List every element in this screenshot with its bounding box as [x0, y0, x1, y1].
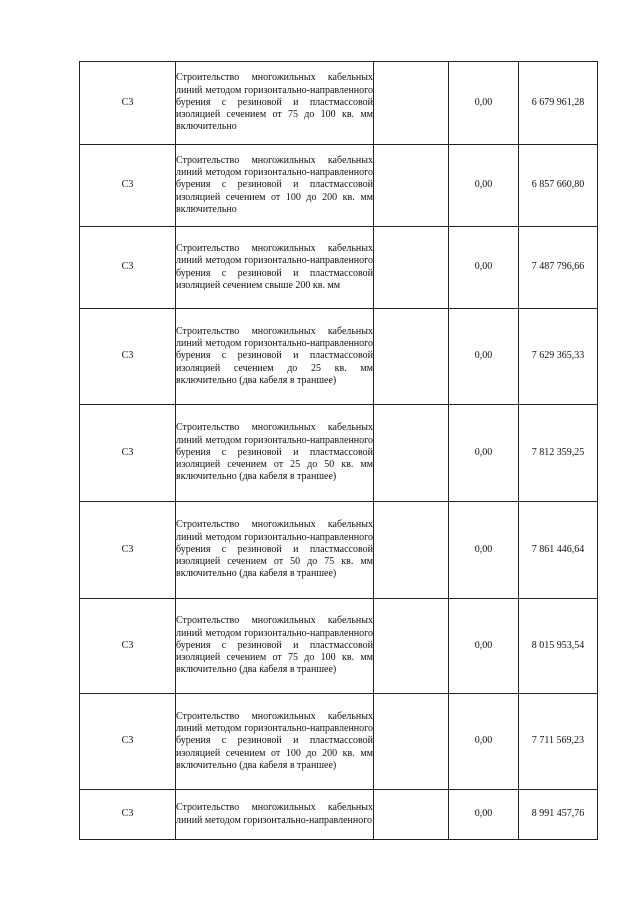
row-extra — [374, 62, 449, 145]
row-description-cell — [176, 145, 374, 227]
row-extra — [374, 227, 449, 309]
row-code: С3 — [80, 502, 176, 599]
row-rate: 0,00 — [449, 405, 519, 502]
row-description: Строительство многожильных кабельных линий методом горизонтально-направленного бурения с резиновой и пластмассовой изоляцией сечением от 100 до 200 кв. мм включительно (два кабеля в траншее) — [176, 710, 373, 771]
row-price: 7 629 365,33 — [519, 309, 598, 405]
row-extra — [374, 405, 449, 502]
table-row — [80, 145, 598, 227]
row-rate: 0,00 — [449, 62, 519, 145]
row-code: С3 — [80, 405, 176, 502]
table-row — [80, 405, 598, 502]
row-price: 6 857 660,80 — [519, 145, 598, 227]
row-description-cell — [176, 790, 374, 840]
row-code: С3 — [80, 62, 176, 145]
row-rate: 0,00 — [449, 790, 519, 840]
table-row — [80, 790, 598, 840]
row-price: 7 861 446,64 — [519, 502, 598, 599]
row-rate: 0,00 — [449, 227, 519, 309]
row-description: Строительство многожильных кабельных линий методом горизонтально-направленного бурения с резиновой и пластмассовой изоляцией сечением от 75 до 100 кв. мм включительно (два кабеля в траншее) — [176, 615, 373, 676]
row-description-cell — [176, 62, 374, 145]
row-code: С3 — [80, 309, 176, 405]
table-row — [80, 62, 598, 145]
row-extra — [374, 790, 449, 840]
row-price: 8 991 457,76 — [519, 790, 598, 840]
row-code: С3 — [80, 694, 176, 790]
row-code: С3 — [80, 599, 176, 694]
row-code: С3 — [80, 790, 176, 840]
row-rate: 0,00 — [449, 502, 519, 599]
table-row — [80, 694, 598, 790]
row-rate: 0,00 — [449, 145, 519, 227]
row-extra — [374, 694, 449, 790]
rates-table — [79, 61, 598, 840]
row-price: 7 711 569,23 — [519, 694, 598, 790]
row-description-cell — [176, 694, 374, 790]
row-rate: 0,00 — [449, 599, 519, 694]
table-row — [80, 599, 598, 694]
row-description: Строительство многожильных кабельных линий методом горизонтально-направленного бурения с резиновой и пластмассовой изоляцией сечением от 75 до 100 кв. мм включительно — [176, 72, 373, 133]
row-description: Строительство многожильных кабельных линий методом горизонтально-направленного бурения с резиновой и пластмассовой изоляцией сечением свыше 200 кв. мм — [176, 243, 373, 291]
row-description-cell — [176, 309, 374, 405]
row-description: Строительство многожильных кабельных линий методом горизонтально-направленного бурения с резиновой и пластмассовой изоляцией сечением от 50 до 75 кв. мм включительно (два кабеля в траншее) — [176, 519, 373, 580]
row-description-cell — [176, 502, 374, 599]
row-rate: 0,00 — [449, 309, 519, 405]
row-code: С3 — [80, 145, 176, 227]
row-description-cell — [176, 599, 374, 694]
row-price: 6 679 961,28 — [519, 62, 598, 145]
row-description-cell — [176, 405, 374, 502]
row-description: Строительство многожильных кабельных линий методом горизонтально-направленного бурения с резиновой и пластмассовой изоляцией сечением от 100 до 200 кв. мм включительно — [176, 154, 373, 215]
row-code: С3 — [80, 227, 176, 309]
row-extra — [374, 502, 449, 599]
table-row — [80, 502, 598, 599]
row-price: 7 487 796,66 — [519, 227, 598, 309]
row-description: Строительство многожильных кабельных линий методом горизонтально-направленного — [176, 802, 373, 826]
row-extra — [374, 309, 449, 405]
row-extra — [374, 145, 449, 227]
row-description-cell — [176, 227, 374, 309]
row-price: 8 015 953,54 — [519, 599, 598, 694]
row-extra — [374, 599, 449, 694]
row-description: Строительство многожильных кабельных линий методом горизонтально-направленного бурения с резиновой и пластмассовой изоляцией сечением от 25 до 50 кв. мм включительно (два кабеля в траншее) — [176, 422, 373, 483]
row-price: 7 812 359,25 — [519, 405, 598, 502]
table-row — [80, 227, 598, 309]
row-description: Строительство многожильных кабельных линий методом горизонтально-направленного бурения с резиновой и пластмассовой изоляцией сечением до 25 кв. мм включительно (два кабеля в траншее) — [176, 325, 373, 386]
row-rate: 0,00 — [449, 694, 519, 790]
table-row — [80, 309, 598, 405]
